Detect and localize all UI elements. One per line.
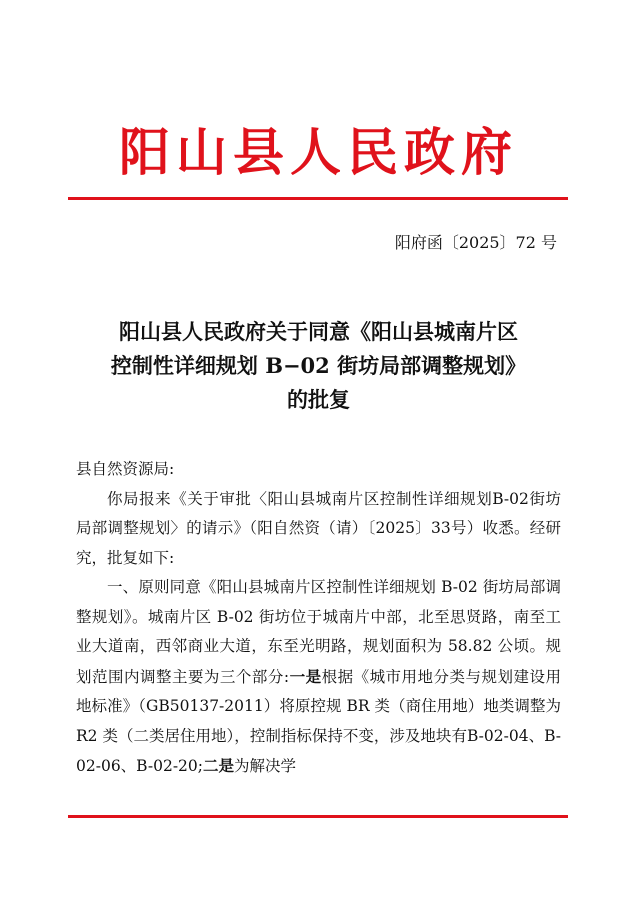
approval-text-a: 一、原则同意《阳山县城南片区控制性详细规划 B-02 街坊局部调整规划》。城南片区 B-02 街坊位于城南片中部，北至思贤路，南至工业大道南，西邻商业大道，东至光明路，规划面积为 58.82 公顷。规划范围内调整主要为三个部分: bbox=[76, 578, 561, 686]
red-divider-bottom bbox=[68, 815, 568, 818]
title-line-3: 的批复 bbox=[287, 387, 350, 412]
second-point-label: 二是 bbox=[203, 756, 235, 775]
salutation: 县自然资源局: bbox=[76, 460, 175, 478]
title-line-1: 阳山县人民政府关于同意《阳山县城南片区 bbox=[119, 319, 518, 344]
approval-text-b: 根据《城市用地分类与规划建设用地标准》（GB50137-2011）将原控规 BR 类（商住用地）地类调整为 R2 类（二类居住用地），控制指标保持不变，涉及地块有B-02-04、B-02-06、B-02-20; bbox=[76, 667, 561, 775]
red-divider-top bbox=[68, 197, 568, 200]
paragraph-approval bbox=[76, 573, 561, 782]
document-title bbox=[60, 315, 577, 417]
paragraph-request-received: 你局报来《关于审批〈阳山县城南片区控制性详细规划B-02街坊局部调整规划〉的请示》（阳自然资（请）〔2025〕33号）收悉。经研究，批复如下: bbox=[76, 489, 561, 567]
approval-text-c: 为解决学 bbox=[234, 757, 297, 775]
document-number: 阳府函〔2025〕72 号 bbox=[394, 233, 557, 252]
issuing-authority-header: 阳山县人民政府 bbox=[118, 123, 518, 183]
document-body bbox=[76, 455, 561, 782]
first-point-label: 一是 bbox=[289, 666, 322, 686]
title-line-2: 控制性详细规划 B−02 街坊局部调整规划》 bbox=[110, 353, 527, 378]
